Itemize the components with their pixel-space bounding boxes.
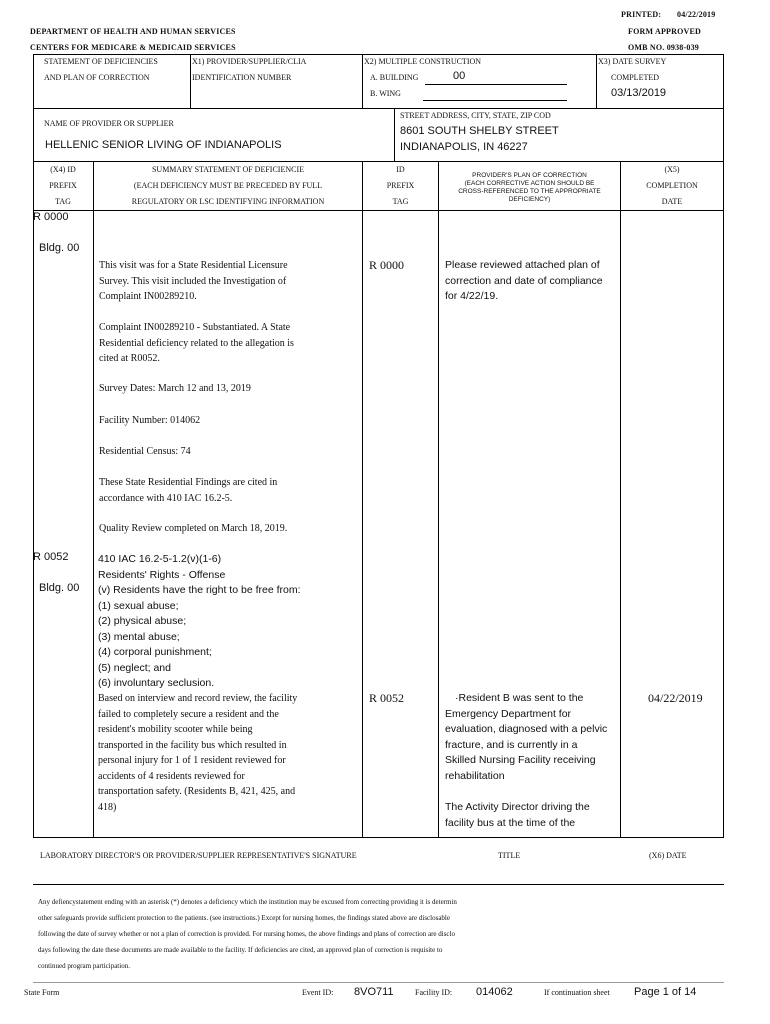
completed-label: COMPLETED: [611, 73, 659, 82]
date-label: DATE: [661, 197, 683, 206]
text-line: accidents of 4 residents reviewed for: [98, 770, 245, 782]
text-line: The Activity Director driving the: [445, 801, 590, 813]
x4-prefix-label: PREFIX: [49, 181, 77, 190]
text-line: Complaint IN00289210 - Substantiated. A State: [99, 322, 291, 333]
id-tag-r0000: R 0000: [369, 258, 405, 272]
text-line: (1) sexual abuse;: [98, 599, 179, 612]
text-line: (2) physical abuse;: [98, 615, 187, 627]
facility-id-label: Facility ID:: [415, 988, 453, 997]
x1-label: X1) PROVIDER/SUPPLIER/CLIA: [192, 57, 307, 66]
plan-label: AND PLAN OF CORRECTION: [44, 73, 150, 82]
text-line: days following the date these documents are made available to the facility. If deficiencies are cited, an approved plan of correction is requisite to: [38, 946, 443, 954]
residential-census: Residential Census: 74: [99, 446, 191, 457]
x4-id-label: (X4) ID: [50, 165, 76, 174]
text-line: correction and date of compliance: [445, 274, 603, 287]
bldg-label-2: Bldg. 00: [39, 582, 80, 594]
centers-title: CENTERS FOR MEDICARE & MEDICAID SERVICES: [30, 43, 236, 52]
building-label: A. BUILDING: [370, 73, 419, 82]
text-line: Skilled Nursing Facility receiving: [445, 754, 596, 766]
address-city: INDIANAPOLIS, IN 46227: [400, 141, 528, 153]
text-line: continued program participation.: [38, 962, 130, 970]
text-line: other safeguards provide sufficient protection to the patients. (see instructions.) Except for nursing homes, the findings stated above are disclosable: [38, 914, 450, 922]
x5-label: (X5): [664, 165, 680, 174]
text-line: Based on interview and record review, the facility: [98, 693, 298, 704]
x4-tag-label: TAG: [55, 197, 71, 206]
page-number: Page 1 of 14: [634, 986, 697, 998]
survey-dates: Survey Dates: March 12 and 13, 2019: [99, 383, 251, 394]
text-line: cited at R0052.: [99, 353, 160, 364]
survey-date: 03/13/2019: [611, 87, 667, 99]
form-approved: FORM APPROVED: [628, 27, 702, 36]
id-prefix-label: PREFIX: [386, 181, 415, 190]
regulation-block: [98, 552, 360, 692]
plan-subtitle-2: CROSS-REFERENCED TO THE APPROPRIATE: [458, 188, 601, 195]
text-line: transported in the facility bus which resulted in: [98, 739, 287, 751]
text-line: evaluation, diagnosed with a pelvic: [445, 723, 608, 735]
completion-date: 04/22/2019: [648, 691, 703, 705]
text-line: Any defiencystatement ending with an asterisk (*) denotes a deficiency which the institution may be excused from correcting providing it is determin: [38, 898, 457, 906]
title-label: TITLE: [498, 851, 521, 860]
facility-number: Facility Number: 014062: [99, 415, 201, 426]
text-line: (6) involuntary seclusion.: [98, 677, 215, 689]
id-tag-label: TAG: [392, 197, 409, 206]
paragraph-based-on-interview: [98, 691, 360, 815]
plan-subtitle-1: (EACH CORRECTIVE ACTION SHOULD BE: [464, 180, 595, 187]
summary-title: SUMMARY STATEMENT OF DEFICIENCIE: [151, 165, 305, 174]
text-line: Survey. This visit included the Investigation of: [99, 275, 287, 287]
completion-label: COMPLETION: [646, 181, 698, 190]
text-line: Emergency Department for: [445, 707, 572, 720]
provider-name: HELLENIC SENIOR LIVING OF INDIANAPOLIS: [45, 139, 282, 151]
tag-r0000: R 0000: [33, 211, 69, 223]
text-line: personal injury for 1 of 1 resident reviewed for: [98, 755, 286, 766]
x1-identification-label: IDENTIFICATION NUMBER: [192, 73, 292, 82]
text-line: Complaint IN00289210.: [99, 291, 197, 302]
omb-number: OMB NO. 0938-039: [628, 43, 699, 52]
text-line: (3) mental abuse;: [98, 630, 180, 643]
event-id-label: Event ID:: [302, 988, 334, 997]
wing-label: B. WING: [370, 89, 401, 98]
continuation-label: If continuation sheet: [544, 988, 610, 997]
address-street: 8601 SOUTH SHELBY STREET: [400, 125, 559, 137]
text-line: Please reviewed attached plan of: [445, 259, 600, 271]
text-line: fracture, and is currently in a: [445, 738, 578, 751]
text-line: This visit was for a State Residential Licensure: [99, 260, 288, 271]
paragraph-survey: [99, 258, 359, 305]
text-line: (5) neglect; and: [98, 661, 171, 674]
x3-label: X3) DATE SURVEY: [598, 57, 667, 66]
text-line: transportation safety. (Residents B, 421, 425, and: [98, 786, 296, 797]
text-line: Residential deficiency related to the allegation is: [99, 337, 294, 349]
address-label: STREET ADDRESS, CITY, STATE, ZIP COD: [400, 111, 551, 120]
plan-title: PROVIDER'S PLAN OF CORRECTION: [472, 172, 587, 179]
text-line: failed to completely secure a resident and the: [98, 708, 279, 720]
disclaimer: [38, 894, 728, 974]
signature-label: LABORATORY DIRECTOR'S OR PROVIDER/SUPPLIER REPRESENTATIVE'S SIGNATURE: [40, 851, 357, 860]
text-line: Residents' Rights - Offense: [98, 568, 226, 581]
text-line: (v) Residents have the right to be free from:: [98, 584, 301, 596]
text-line: (4) corporal punishment;: [98, 646, 212, 658]
text-line: 418): [98, 801, 117, 813]
plan-subtitle-3: DEFICIENCY): [508, 196, 551, 203]
plan-correction-1: [445, 258, 619, 305]
printed-label: PRINTED:: [621, 10, 662, 19]
printed-date: 04/22/2019: [677, 10, 716, 19]
facility-id-value: 014062: [476, 986, 513, 998]
event-id-value: 8VO711: [354, 986, 394, 998]
provider-name-label: NAME OF PROVIDER OR SUPPLIER: [44, 119, 174, 128]
text-line: resident's mobility scooter while being: [98, 724, 253, 735]
paragraph-complaint: [99, 320, 359, 367]
summary-subtitle-2: REGULATORY OR LSC IDENTIFYING INFORMATION: [131, 197, 325, 206]
text-line: These State Residential Findings are cited in: [99, 477, 278, 488]
quality-review: Quality Review completed on March 18, 2019.: [99, 523, 288, 534]
text-line: following the date of survey whether or not a plan of correction is provided. For nursing homes, the above findings and plans of correction are disclo: [38, 930, 455, 938]
x6-date-label: (X6) DATE: [649, 851, 687, 860]
department-title: DEPARTMENT OF HEALTH AND HUMAN SERVICES: [30, 27, 236, 36]
paragraph-findings: [99, 475, 359, 506]
text-line: facility bus at the time of the: [445, 816, 576, 829]
tag-r0052: R 0052: [33, 551, 69, 563]
plan-correction-3: [445, 800, 619, 831]
id-tag-r0052: R 0052: [369, 691, 405, 705]
statement-label: STATEMENT OF DEFICIENCIES: [44, 57, 158, 66]
summary-subtitle-1: (EACH DEFICIENCY MUST BE PRECEDED BY FULL: [133, 181, 323, 190]
x2-label: X2) MULTIPLE CONSTRUCTION: [364, 57, 482, 66]
text-line: rehabilitation: [445, 769, 505, 782]
text-line: for 4/22/19.: [445, 290, 499, 302]
text-line: accordance with 410 IAC 16.2-5.: [99, 492, 233, 504]
text-line: 410 IAC 16.2-5-1.2(v)(1-6): [98, 553, 222, 565]
bldg-label-1: Bldg. 00: [39, 242, 80, 254]
plan-correction-2: [445, 691, 619, 784]
id-label: ID: [396, 165, 405, 174]
building-value: 00: [453, 70, 466, 82]
text-line: ·Resident B was sent to the: [455, 692, 584, 704]
state-form-label: State Form: [24, 988, 60, 997]
